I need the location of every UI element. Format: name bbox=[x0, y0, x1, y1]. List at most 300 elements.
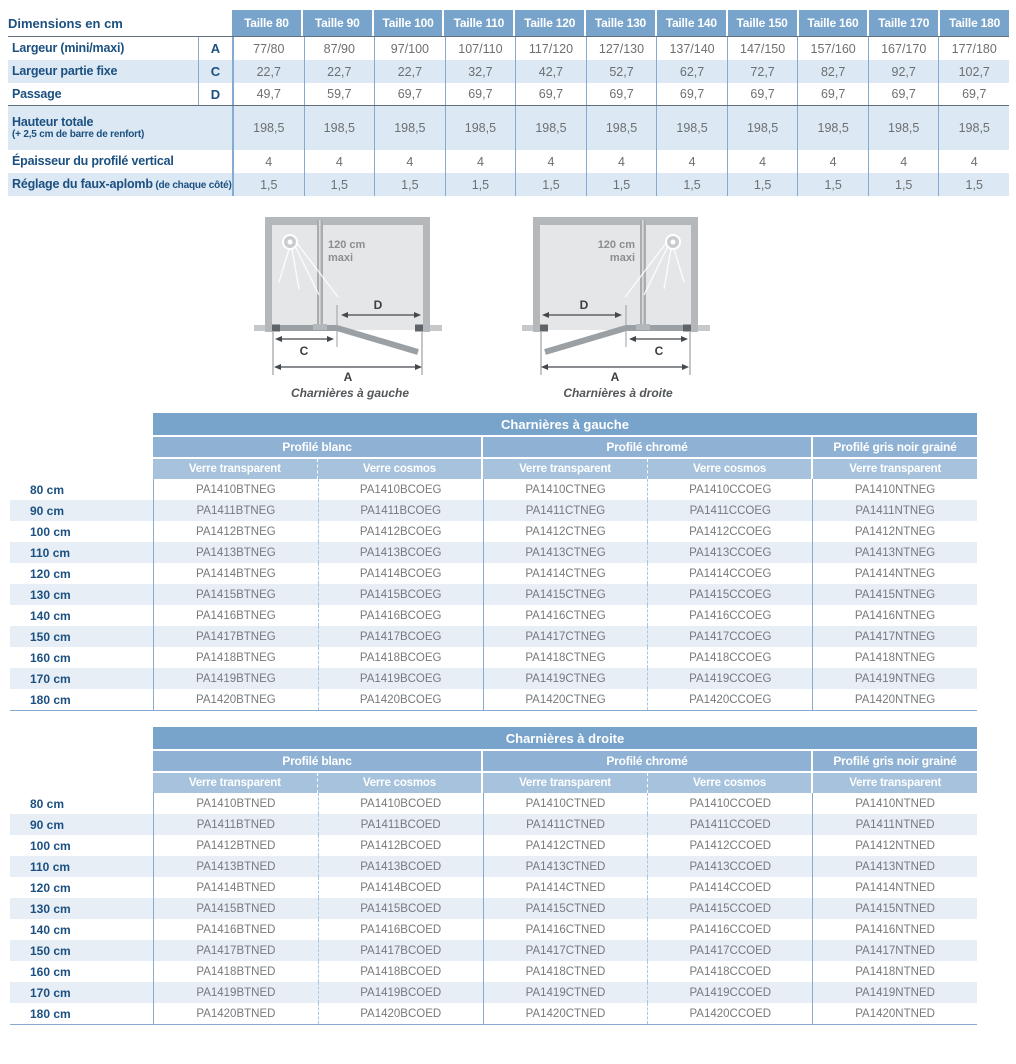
dimension-row-label: Hauteur totale (+ 2,5 cm de barre de renfort) bbox=[12, 115, 145, 141]
dimension-value: 59,7 bbox=[304, 83, 375, 105]
product-code: PA1413BCOEG bbox=[318, 542, 483, 563]
table-row bbox=[10, 479, 977, 500]
dimensions-table-body bbox=[8, 37, 1009, 196]
product-code: PA1412BTNEG bbox=[153, 521, 318, 542]
max-width-annotation-line1: 120 cm bbox=[328, 239, 366, 251]
product-code: PA1415CCOED bbox=[647, 898, 812, 919]
table-row bbox=[10, 835, 977, 856]
max-width-annotation-line1: 120 cm bbox=[597, 239, 635, 251]
dimension-value: 97/100 bbox=[374, 37, 445, 60]
product-table bbox=[10, 413, 977, 711]
product-table-body bbox=[10, 793, 977, 1025]
product-code: PA1415CTNEG bbox=[483, 584, 648, 605]
product-code: PA1410CTNED bbox=[483, 793, 648, 814]
pivot-door bbox=[545, 328, 626, 352]
product-code: PA1420NTNED bbox=[812, 1003, 977, 1024]
product-code: PA1413NTNEG bbox=[812, 542, 977, 563]
table-row bbox=[10, 500, 977, 521]
product-code: PA1418CTNEG bbox=[483, 647, 648, 668]
row-size-label: 160 cm bbox=[30, 964, 71, 979]
product-code: PA1410CCOED bbox=[647, 793, 812, 814]
profile-column-header: Profilé blanc bbox=[153, 751, 481, 771]
product-tables bbox=[0, 413, 1016, 1025]
row-size-label: 150 cm bbox=[30, 943, 71, 958]
row-size-label: 110 cm bbox=[30, 545, 71, 560]
dimension-values bbox=[232, 173, 1009, 196]
product-code: PA1416CCOEG bbox=[647, 605, 812, 626]
profile-column-header: Profilé gris noir grainé bbox=[813, 437, 977, 457]
product-code: PA1418BCOEG bbox=[318, 647, 483, 668]
dimension-value: 117/120 bbox=[515, 37, 586, 60]
dimension-value: 198,5 bbox=[656, 106, 727, 150]
product-code: PA1410BCOEG bbox=[318, 479, 483, 500]
product-code: PA1415NTNED bbox=[812, 898, 977, 919]
dimension-value: 42,7 bbox=[515, 60, 586, 83]
row-size-label: 80 cm bbox=[30, 482, 65, 497]
dimension-value: 1,5 bbox=[938, 173, 1009, 196]
product-code: PA1416CCOED bbox=[647, 919, 812, 940]
product-code: PA1415BTNED bbox=[153, 898, 318, 919]
pivot-door bbox=[337, 328, 418, 352]
product-code: PA1416BTNEG bbox=[153, 605, 318, 626]
product-code: PA1419BCOED bbox=[318, 982, 483, 1003]
table-row bbox=[10, 1003, 977, 1024]
profile-column-header: Profilé chromé bbox=[483, 437, 811, 457]
dimension-values bbox=[232, 83, 1009, 105]
dimension-value: 4 bbox=[265, 154, 273, 169]
product-code: PA1413BTNEG bbox=[153, 542, 318, 563]
size-column-header: Taille 140 bbox=[657, 10, 726, 36]
table-row bbox=[10, 542, 977, 563]
profile-column-header: Profilé blanc bbox=[153, 437, 481, 457]
dimension-value: 4 bbox=[586, 150, 657, 173]
product-code: PA1411BTNED bbox=[153, 814, 318, 835]
dimension-value: 72,7 bbox=[727, 60, 798, 83]
dimension-value: 177/180 bbox=[938, 37, 1009, 60]
dimension-value: 198,5 bbox=[304, 106, 375, 150]
size-column-header: Taille 170 bbox=[869, 10, 938, 36]
glass-column-header: Verre transparent bbox=[811, 459, 977, 479]
dimension-values bbox=[232, 37, 1009, 60]
table-row bbox=[10, 689, 977, 710]
product-code: PA1412BCOED bbox=[318, 835, 483, 856]
dimension-value: 198,5 bbox=[868, 106, 939, 150]
product-table-title: Charnières à gauche bbox=[153, 413, 977, 435]
dimension-value: 82,7 bbox=[797, 60, 868, 83]
dimension-c-label: C bbox=[299, 344, 309, 358]
dimension-row bbox=[8, 106, 1009, 150]
dimension-row bbox=[8, 37, 1009, 60]
product-code: PA1411CCOED bbox=[647, 814, 812, 835]
diagram-hinges-left bbox=[250, 212, 450, 400]
table-row bbox=[10, 647, 977, 668]
dimension-value: 107/110 bbox=[445, 37, 516, 60]
product-code: PA1415CCOEG bbox=[647, 584, 812, 605]
dimension-row-label: Largeur (mini/maxi) bbox=[12, 41, 125, 56]
product-code: PA1410BTNEG bbox=[153, 479, 318, 500]
product-code: PA1417NTNEG bbox=[812, 626, 977, 647]
dimension-value: 52,7 bbox=[586, 60, 657, 83]
product-code: PA1418CCOEG bbox=[647, 647, 812, 668]
max-width-annotation-line2: maxi bbox=[609, 252, 635, 264]
row-size-label: 170 cm bbox=[30, 985, 71, 1000]
product-code: PA1420BCOED bbox=[318, 1003, 483, 1024]
row-size-label: 80 cm bbox=[30, 796, 65, 811]
row-size-label: 120 cm bbox=[30, 880, 71, 895]
table-row bbox=[10, 626, 977, 647]
product-code: PA1413BTNED bbox=[153, 856, 318, 877]
row-size-label: 140 cm bbox=[30, 608, 71, 623]
dimension-value: 1,5 bbox=[515, 173, 586, 196]
dimension-value: 1,5 bbox=[656, 173, 727, 196]
glass-column-header: Verre transparent bbox=[481, 459, 647, 479]
dimension-value: 4 bbox=[656, 150, 727, 173]
dimensions-table bbox=[8, 10, 1009, 196]
diagram-hinges-right bbox=[518, 212, 718, 400]
dimension-value: 198,5 bbox=[797, 106, 868, 150]
dimension-value: 22,7 bbox=[374, 60, 445, 83]
dimension-value: 69,7 bbox=[727, 83, 798, 105]
table-row bbox=[10, 856, 977, 877]
product-code: PA1419BTNEG bbox=[153, 668, 318, 689]
row-size-label: 130 cm bbox=[30, 901, 71, 916]
product-code: PA1419BCOEG bbox=[318, 668, 483, 689]
size-column-header: Taille 180 bbox=[940, 10, 1009, 36]
size-column-header: Taille 90 bbox=[303, 10, 372, 36]
table-row bbox=[10, 940, 977, 961]
product-code: PA1417CCOEG bbox=[647, 626, 812, 647]
dimension-row-label: Réglage du faux-aplomb (de chaque côté) bbox=[12, 177, 232, 192]
dimension-value: 77/80 bbox=[253, 41, 285, 56]
diagram-caption: Charnières à gauche bbox=[290, 386, 410, 400]
product-code: PA1410CCOEG bbox=[647, 479, 812, 500]
product-code: PA1412NTNEG bbox=[812, 521, 977, 542]
dimensions-table-header bbox=[8, 10, 1009, 37]
product-code: PA1420BTNEG bbox=[153, 689, 318, 710]
table-row bbox=[10, 961, 977, 982]
glass-column-header: Verre cosmos bbox=[317, 773, 482, 793]
diagram-caption: Charnières à droite bbox=[563, 386, 673, 400]
product-code: PA1411CCOEG bbox=[647, 500, 812, 521]
row-size-label: 100 cm bbox=[30, 838, 71, 853]
max-width-annotation-line2: maxi bbox=[328, 252, 354, 264]
product-code: PA1418BCOED bbox=[318, 961, 483, 982]
product-code: PA1418NTNEG bbox=[812, 647, 977, 668]
dimension-d-label: D bbox=[373, 298, 383, 312]
dimension-value: 1,5 bbox=[260, 177, 278, 192]
glass-header-row bbox=[153, 773, 977, 793]
size-column-header: Taille 120 bbox=[515, 10, 584, 36]
row-size-label: 120 cm bbox=[30, 566, 71, 581]
dimension-value: 1,5 bbox=[868, 173, 939, 196]
product-code: PA1411BCOEG bbox=[318, 500, 483, 521]
product-code: PA1414CTNEG bbox=[483, 563, 648, 584]
product-code: PA1418CCOED bbox=[647, 961, 812, 982]
product-code: PA1412CCOEG bbox=[647, 521, 812, 542]
product-code: PA1416NTNEG bbox=[812, 605, 977, 626]
product-code: PA1418BTNEG bbox=[153, 647, 318, 668]
product-code: PA1417BCOED bbox=[318, 940, 483, 961]
row-size-label: 130 cm bbox=[30, 587, 71, 602]
dimension-row-label: Largeur partie fixe bbox=[12, 64, 118, 79]
dimension-value: 4 bbox=[797, 150, 868, 173]
product-code: PA1419CCOED bbox=[647, 982, 812, 1003]
product-code: PA1417CCOED bbox=[647, 940, 812, 961]
product-code: PA1417BCOEG bbox=[318, 626, 483, 647]
dimension-value: 4 bbox=[374, 150, 445, 173]
dimension-value: 1,5 bbox=[445, 173, 516, 196]
dimension-value: 127/130 bbox=[586, 37, 657, 60]
product-code: PA1420CCOEG bbox=[647, 689, 812, 710]
product-code: PA1420CTNED bbox=[483, 1003, 648, 1024]
dimension-value: 69,7 bbox=[445, 83, 516, 105]
product-code: PA1419BTNED bbox=[153, 982, 318, 1003]
dimension-value: 69,7 bbox=[797, 83, 868, 105]
product-code: PA1417CTNEG bbox=[483, 626, 648, 647]
glass-header-row bbox=[153, 459, 977, 479]
row-size-label: 140 cm bbox=[30, 922, 71, 937]
product-code: PA1414CCOEG bbox=[647, 563, 812, 584]
profile-header-row bbox=[153, 751, 977, 771]
dimension-letter: A bbox=[198, 37, 232, 60]
product-code: PA1417CTNED bbox=[483, 940, 648, 961]
product-code: PA1413CTNED bbox=[483, 856, 648, 877]
dimension-value: 62,7 bbox=[656, 60, 727, 83]
product-code: PA1419CCOEG bbox=[647, 668, 812, 689]
dimension-value: 4 bbox=[445, 150, 516, 173]
dimension-c-label: C bbox=[654, 344, 664, 358]
table-row bbox=[10, 898, 977, 919]
dimension-value: 69,7 bbox=[656, 83, 727, 105]
dimension-letter: D bbox=[198, 83, 232, 105]
row-size-label: 90 cm bbox=[30, 817, 65, 832]
dimension-value: 4 bbox=[868, 150, 939, 173]
dimension-a-label: A bbox=[343, 370, 353, 384]
dimension-value: 4 bbox=[304, 150, 375, 173]
dimension-row bbox=[8, 83, 1009, 106]
dimension-row bbox=[8, 173, 1009, 196]
product-code: PA1418CTNED bbox=[483, 961, 648, 982]
product-code: PA1415BCOEG bbox=[318, 584, 483, 605]
row-size-label: 150 cm bbox=[30, 629, 71, 644]
product-code: PA1410BCOED bbox=[318, 793, 483, 814]
glass-column-header: Verre transparent bbox=[481, 773, 647, 793]
dimension-value: 92,7 bbox=[868, 60, 939, 83]
dimension-value: 167/170 bbox=[868, 37, 939, 60]
product-code: PA1420CCOED bbox=[647, 1003, 812, 1024]
product-code: PA1411BTNEG bbox=[153, 500, 318, 521]
profile-header-row bbox=[153, 437, 977, 457]
product-code: PA1420CTNEG bbox=[483, 689, 648, 710]
product-code: PA1412BCOEG bbox=[318, 521, 483, 542]
product-code: PA1415BTNEG bbox=[153, 584, 318, 605]
glass-column-header: Verre cosmos bbox=[317, 459, 482, 479]
product-code: PA1418BTNED bbox=[153, 961, 318, 982]
table-row bbox=[10, 668, 977, 689]
dimension-value: 22,7 bbox=[304, 60, 375, 83]
product-code: PA1412NTNED bbox=[812, 835, 977, 856]
row-size-label: 170 cm bbox=[30, 671, 71, 686]
dimension-row bbox=[8, 150, 1009, 173]
dimension-value: 69,7 bbox=[868, 83, 939, 105]
dimension-value: 1,5 bbox=[797, 173, 868, 196]
product-code: PA1412BTNED bbox=[153, 835, 318, 856]
product-code: PA1414BCOEG bbox=[318, 563, 483, 584]
size-header-row bbox=[232, 10, 1009, 36]
table-row bbox=[10, 814, 977, 835]
product-code: PA1416CTNED bbox=[483, 919, 648, 940]
row-size-label: 160 cm bbox=[30, 650, 71, 665]
table-row bbox=[10, 605, 977, 626]
size-column-header: Taille 80 bbox=[232, 10, 301, 36]
dimension-value: 157/160 bbox=[797, 37, 868, 60]
product-code: PA1416NTNED bbox=[812, 919, 977, 940]
product-code: PA1415NTNEG bbox=[812, 584, 977, 605]
dimension-value: 4 bbox=[515, 150, 586, 173]
size-column-header: Taille 160 bbox=[799, 10, 868, 36]
product-code: PA1412CCOED bbox=[647, 835, 812, 856]
dimension-value: 147/150 bbox=[727, 37, 798, 60]
shower-diagram-right bbox=[518, 212, 718, 384]
glass-column-header: Verre transparent bbox=[811, 773, 977, 793]
row-size-label: 180 cm bbox=[30, 1006, 71, 1021]
product-code: PA1420BCOEG bbox=[318, 689, 483, 710]
product-code: PA1419NTNEG bbox=[812, 668, 977, 689]
dimension-value: 69,7 bbox=[374, 83, 445, 105]
product-table bbox=[10, 727, 977, 1025]
dimension-value: 198,5 bbox=[938, 106, 1009, 150]
product-code: PA1413CCOED bbox=[647, 856, 812, 877]
product-code: PA1410NTNEG bbox=[812, 479, 977, 500]
product-code: PA1416CTNEG bbox=[483, 605, 648, 626]
product-code: PA1412CTNED bbox=[483, 835, 648, 856]
row-size-label: 110 cm bbox=[30, 859, 71, 874]
row-size-label: 90 cm bbox=[30, 503, 65, 518]
product-code: PA1414BTNEG bbox=[153, 563, 318, 584]
dimension-row-label: Épaisseur du profilé vertical bbox=[12, 154, 174, 169]
product-code: PA1418NTNED bbox=[812, 961, 977, 982]
product-code: PA1419CTNEG bbox=[483, 668, 648, 689]
table-row bbox=[10, 793, 977, 814]
dimension-value: 198,5 bbox=[374, 106, 445, 150]
product-code: PA1410NTNED bbox=[812, 793, 977, 814]
product-code: PA1411NTNED bbox=[812, 814, 977, 835]
table-row bbox=[10, 919, 977, 940]
product-code: PA1410BTNED bbox=[153, 793, 318, 814]
profile-column-header: Profilé chromé bbox=[483, 751, 811, 771]
dimension-value: 4 bbox=[727, 150, 798, 173]
dimension-letter: C bbox=[198, 60, 232, 83]
dimension-value: 137/140 bbox=[656, 37, 727, 60]
glass-column-header: Verre cosmos bbox=[647, 773, 812, 793]
dimension-value: 22,7 bbox=[256, 64, 281, 79]
dimension-value: 198,5 bbox=[253, 121, 285, 135]
dimension-value: 198,5 bbox=[586, 106, 657, 150]
product-code: PA1410CTNEG bbox=[483, 479, 648, 500]
product-code: PA1419CTNED bbox=[483, 982, 648, 1003]
dimension-value: 69,7 bbox=[515, 83, 586, 105]
product-code: PA1411NTNEG bbox=[812, 500, 977, 521]
table-row bbox=[10, 584, 977, 605]
dimension-values bbox=[232, 150, 1009, 173]
dimension-values bbox=[232, 60, 1009, 83]
dimension-value: 102,7 bbox=[938, 60, 1009, 83]
table-row bbox=[10, 563, 977, 584]
dimension-value: 69,7 bbox=[586, 83, 657, 105]
dimension-value: 49,7 bbox=[256, 87, 281, 101]
product-code: PA1413CCOEG bbox=[647, 542, 812, 563]
product-table-title: Charnières à droite bbox=[153, 727, 977, 749]
product-code: PA1417BTNED bbox=[153, 940, 318, 961]
product-code: PA1411CTNEG bbox=[483, 500, 648, 521]
profile-column-header: Profilé gris noir grainé bbox=[813, 751, 977, 771]
dimension-value: 198,5 bbox=[727, 106, 798, 150]
glass-column-header: Verre transparent bbox=[153, 773, 317, 793]
dimension-a-label: A bbox=[610, 370, 620, 384]
product-code: PA1414NTNED bbox=[812, 877, 977, 898]
product-code: PA1411BCOED bbox=[318, 814, 483, 835]
dimension-row-label: Passage bbox=[12, 86, 62, 101]
product-code: PA1411CTNED bbox=[483, 814, 648, 835]
product-code: PA1420BTNED bbox=[153, 1003, 318, 1024]
dimension-value: 69,7 bbox=[938, 83, 1009, 105]
table-row bbox=[10, 877, 977, 898]
dimension-value: 198,5 bbox=[515, 106, 586, 150]
product-code: PA1414BTNED bbox=[153, 877, 318, 898]
product-code: PA1417BTNEG bbox=[153, 626, 318, 647]
row-size-label: 180 cm bbox=[30, 692, 71, 707]
dimension-row bbox=[8, 60, 1009, 83]
product-code: PA1414CCOED bbox=[647, 877, 812, 898]
dimensions-table-title: Dimensions en cm bbox=[8, 15, 123, 31]
product-code: PA1416BTNED bbox=[153, 919, 318, 940]
product-code: PA1413CTNEG bbox=[483, 542, 648, 563]
shower-diagram-left bbox=[250, 212, 450, 384]
product-table-body bbox=[10, 479, 977, 711]
row-size-label: 100 cm bbox=[30, 524, 71, 539]
table-row bbox=[10, 982, 977, 1003]
product-code: PA1416BCOED bbox=[318, 919, 483, 940]
dimension-value: 87/90 bbox=[304, 37, 375, 60]
product-code: PA1413BCOED bbox=[318, 856, 483, 877]
dimension-value: 1,5 bbox=[586, 173, 657, 196]
product-code: PA1416BCOEG bbox=[318, 605, 483, 626]
product-code: PA1413NTNED bbox=[812, 856, 977, 877]
glass-column-header: Verre cosmos bbox=[647, 459, 812, 479]
glass-column-header: Verre transparent bbox=[153, 459, 317, 479]
product-code: PA1417NTNED bbox=[812, 940, 977, 961]
size-column-header: Taille 130 bbox=[586, 10, 655, 36]
size-column-header: Taille 110 bbox=[444, 10, 513, 36]
product-code: PA1414NTNEG bbox=[812, 563, 977, 584]
product-code: PA1419NTNED bbox=[812, 982, 977, 1003]
product-code: PA1414CTNED bbox=[483, 877, 648, 898]
size-column-header: Taille 100 bbox=[374, 10, 443, 36]
dimension-value: 32,7 bbox=[445, 60, 516, 83]
dimension-value: 4 bbox=[938, 150, 1009, 173]
dimension-value: 1,5 bbox=[374, 173, 445, 196]
dimension-values bbox=[232, 106, 1009, 150]
product-code: PA1420NTNEG bbox=[812, 689, 977, 710]
dimension-d-label: D bbox=[579, 298, 589, 312]
product-code: PA1415BCOED bbox=[318, 898, 483, 919]
dimension-value: 1,5 bbox=[304, 173, 375, 196]
table-row bbox=[10, 521, 977, 542]
product-code: PA1412CTNEG bbox=[483, 521, 648, 542]
product-code: PA1414BCOED bbox=[318, 877, 483, 898]
dimension-value: 1,5 bbox=[727, 173, 798, 196]
size-column-header: Taille 150 bbox=[728, 10, 797, 36]
